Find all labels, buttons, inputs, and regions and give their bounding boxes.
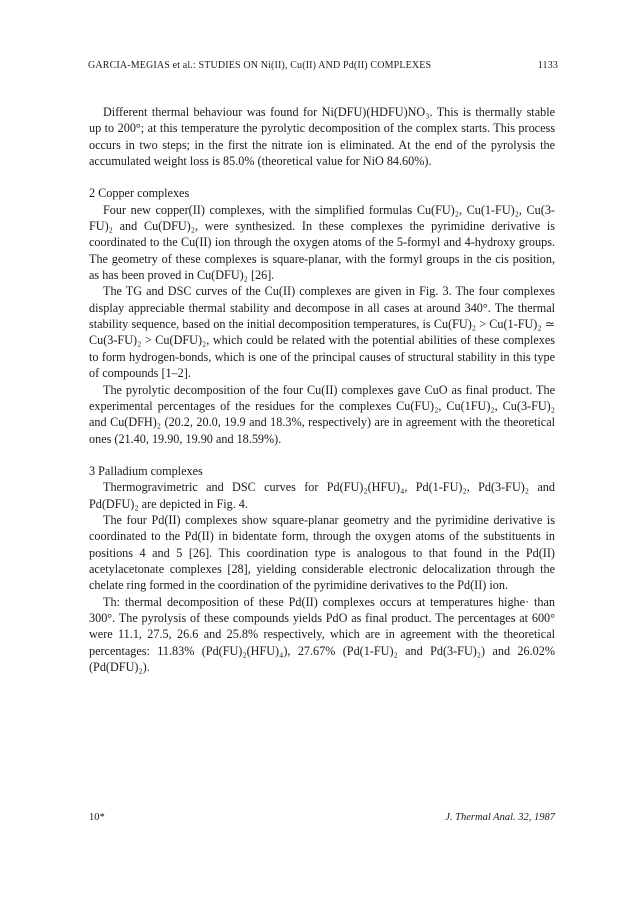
section-heading-copper: 2 Copper complexes	[89, 186, 190, 201]
running-header	[88, 60, 558, 71]
paragraph-palladium-curves: Thermogravimetric and DSC curves for Pd(FU)₂(HFU)₄, Pd(1-FU)₂, Pd(3-FU)₂ and Pd(DFU)₂ are depicted in Fig. 4.	[89, 480, 555, 511]
paragraph-copper-synthesis: Four new copper(II) complexes, with the simplified formulas Cu(FU)₂, Cu(1-FU)₂, Cu(3-FU)₂ and Cu(DFU)₂, were synthesized. In these complexes the pyrimidine derivative is coordinated to the Cu(II) ion through the oxygen atoms of the 5-formyl and 4-hydroxy groups. The geometry of these complexes is square-planar, with the formyl groups in the cis position, as has been proved in Cu(DFU)₂ [26].	[89, 202, 555, 283]
page-footer	[89, 812, 555, 823]
article-body	[89, 104, 555, 675]
section-heading-palladium: 3 Palladium complexes	[89, 463, 203, 478]
paragraph-nickel-behaviour: Different thermal behaviour was found for Ni(DFU)(HDFU)NO₃. This is thermally stable up to 200°; at this temperature the pyrolytic decomposition of the complex starts. This process occurs in two steps; in the first the nitrate ion is eliminated. At the end of the pyrolysis the accumulated weight loss is 85.0% (theoretical value for NiO 84.60%).	[89, 105, 555, 169]
paragraph-copper-tg-dsc: The TG and DSC curves of the Cu(II) complexes are given in Fig. 3. The four complexes display appreciable thermal stability and decompose in all cases at around 340°. The thermal stability sequence, based on the initial decomposition temperatures, is Cu(FU)₂ > Cu(1-FU)₂ ≃ Cu(3-FU)₂ > Cu(DFU)₂, which could be related with the potential abilities of these complexes to form hydrogen-bonds, which is one of the principal causes of structural stability in this type of compounds [1–2].	[89, 284, 555, 381]
paragraph-palladium-geometry: The four Pd(II) complexes show square-planar geometry and the pyrimidine derivative is coordinated to the Pd(II) in bidentate form, through the oxygen atoms of the substituents in positions 4 and 5 [26]. This coordination type is analogous to that found in the Pd(II) acetylacetonate complexes [28], yielding considerable electronic delocalization through the chelate ring formed in the coordination of the pyrimidine derivatives to the Pd(II) ion.	[89, 512, 555, 593]
running-title: GARCIA-MEGIAS et al.: STUDIES ON Ni(II), Cu(II) AND Pd(II) COMPLEXES	[88, 60, 432, 71]
paragraph-copper-residues: The pyrolytic decomposition of the four Cu(II) complexes gave CuO as final product. The experimental percentages of the residues for the complexes Cu(FU)₂, Cu(1FU)₂, Cu(3-FU)₂ and Cu(DFH)₂ (20.2, 20.0, 19.9 and 18.3%, respectively) are in agreement with the theoretical ones (21.40, 19.90, 19.90 and 18.59%).	[89, 382, 555, 446]
journal-citation: J. Thermal Anal. 32, 1987	[445, 812, 555, 823]
signature-mark: 10*	[89, 812, 105, 823]
page-number: 1133	[537, 60, 558, 71]
paragraph-palladium-decomposition: Th: thermal decomposition of these Pd(II) complexes occurs at temperatures highe· than 300°. The pyrolysis of these compounds yields PdO as final product. The percentages at 600° were 11.1, 27.5, 26.6 and 25.8% respectively, which are in agreement with the theoretical percentages: 11.83% (Pd(FU)₂(HFU)₄), 27.67% (Pd(1-FU)₂ and Pd(3-FU)₂) and 26.02% (Pd(DFU)₂).	[89, 594, 555, 674]
